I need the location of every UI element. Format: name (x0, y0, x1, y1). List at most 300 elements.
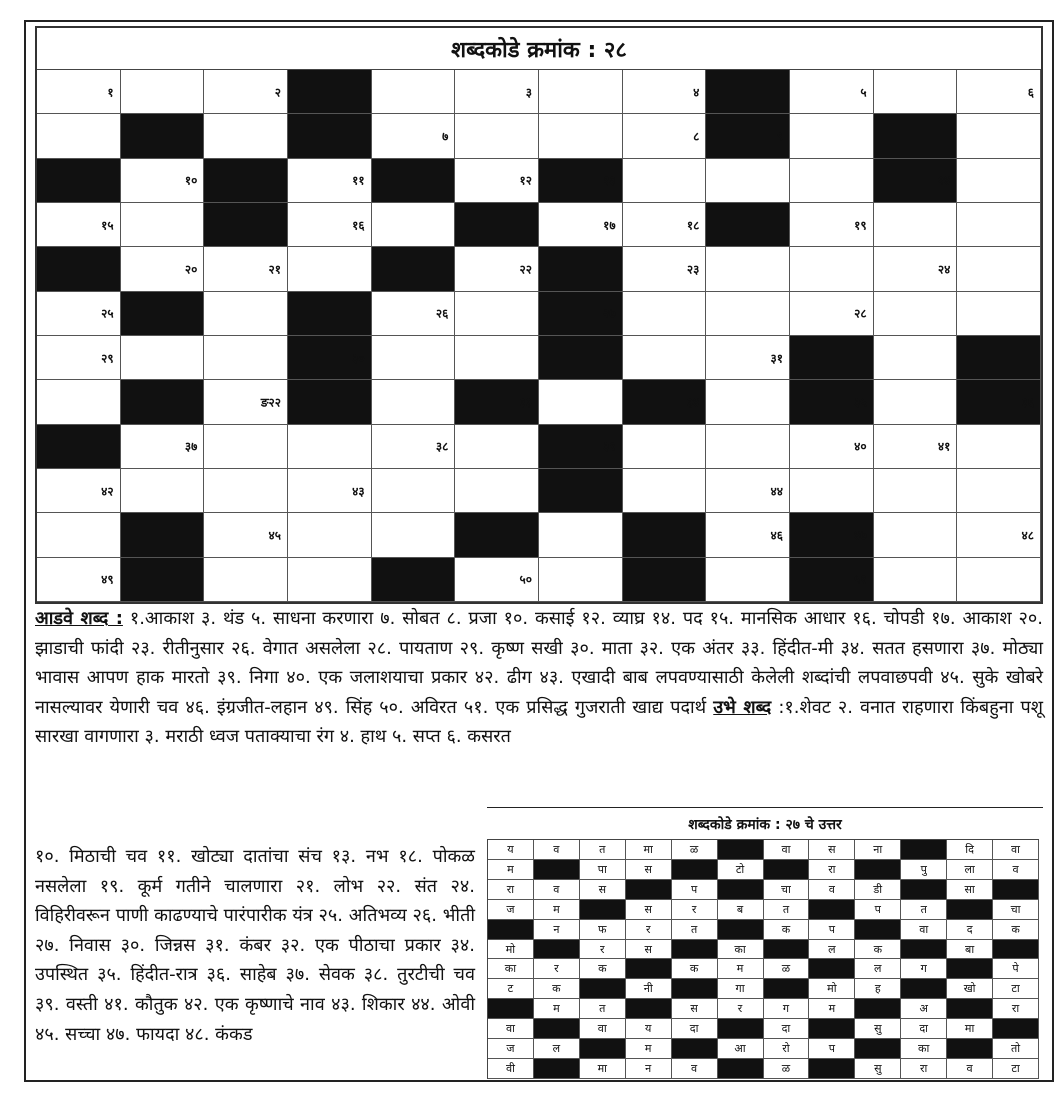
answer-cell-black (672, 1039, 718, 1059)
grid-cell-black (623, 558, 707, 602)
answer-cell-black (672, 979, 718, 999)
puzzle-title: शब्दकोडे क्रमांक : २८ (37, 28, 1041, 70)
answer-cell: का (718, 940, 764, 960)
grid-cell[interactable] (623, 70, 707, 114)
answer-cell: दि (947, 840, 993, 860)
answer-cell: स (672, 999, 718, 1019)
answer-cell: ज (488, 900, 534, 920)
answer-cell-black (809, 1019, 855, 1039)
grid-cell-black (288, 292, 372, 336)
grid-cell[interactable] (288, 159, 372, 203)
grid-cell[interactable] (121, 469, 205, 513)
grid-cell[interactable] (706, 292, 790, 336)
grid-cell[interactable] (204, 469, 288, 513)
answer-cell: बा (947, 940, 993, 960)
answer-grid (487, 839, 1039, 1079)
grid-cell[interactable] (288, 558, 372, 602)
grid-cell-black (539, 425, 623, 469)
grid-cell-black (957, 380, 1041, 424)
clue-number: १६ (352, 218, 365, 233)
grid-cell-black (121, 292, 205, 336)
answer-cell: मा (626, 840, 672, 860)
grid-cell[interactable] (874, 558, 958, 602)
grid-cell-black (539, 336, 623, 380)
grid-cell[interactable] (790, 469, 874, 513)
answer-cell-black (809, 959, 855, 979)
grid-cell[interactable] (623, 292, 707, 336)
grid-cell[interactable] (790, 425, 874, 469)
grid-cell[interactable] (455, 159, 539, 203)
answer-cell: नी (626, 979, 672, 999)
answer-cell: व (947, 1059, 993, 1079)
answer-cell: मो (809, 979, 855, 999)
grid-cell-black (706, 70, 790, 114)
answer-cell-black (626, 999, 672, 1019)
grid-cell[interactable] (372, 70, 456, 114)
answer-cell: र (672, 900, 718, 920)
grid-cell[interactable] (288, 247, 372, 291)
answer-cell-black (580, 979, 626, 999)
grid-cell[interactable] (455, 247, 539, 291)
clue-number: ३५ (854, 395, 867, 410)
clue-number: ४१ (937, 439, 951, 454)
answer-cell: य (488, 840, 534, 860)
grid-cell[interactable] (623, 159, 707, 203)
grid-cell[interactable] (204, 380, 288, 424)
answer-cell: पा (580, 860, 626, 880)
answer-cell: क (764, 920, 810, 940)
clue-number: ४४ (770, 484, 783, 499)
grid-cell[interactable] (957, 558, 1041, 602)
answer-cell: र (626, 920, 672, 940)
grid-cell[interactable] (790, 292, 874, 336)
grid-cell[interactable] (874, 292, 958, 336)
clue-number: २८ (854, 306, 867, 321)
grid-cell[interactable] (37, 203, 121, 247)
answer-cell-black (901, 840, 947, 860)
grid-cell[interactable] (539, 513, 623, 557)
answer-cell: म (534, 900, 580, 920)
answer-cell-black (534, 860, 580, 880)
answer-cell: सु (855, 1059, 901, 1079)
grid-cell[interactable] (957, 159, 1041, 203)
grid-cell[interactable] (121, 425, 205, 469)
clue-number: १३ (603, 173, 616, 188)
grid-cell[interactable] (706, 336, 790, 380)
clue-number: २५ (101, 306, 114, 321)
clue-number: ६ (1027, 85, 1034, 100)
grid-cell[interactable] (790, 114, 874, 158)
answer-cell: त (672, 920, 718, 940)
grid-cell[interactable] (37, 558, 121, 602)
answer-cell: क (672, 959, 718, 979)
grid-cell[interactable] (37, 114, 121, 158)
answer-cell: स (580, 880, 626, 900)
answer-cell: क (580, 959, 626, 979)
grid-cell[interactable] (539, 70, 623, 114)
grid-cell-black (37, 425, 121, 469)
grid-cell[interactable] (121, 203, 205, 247)
answer-cell: चा (764, 880, 810, 900)
answer-cell: ब (718, 900, 764, 920)
grid-cell[interactable] (372, 114, 456, 158)
grid-cell[interactable] (455, 114, 539, 158)
grid-cell[interactable] (623, 425, 707, 469)
grid-cell[interactable] (372, 513, 456, 557)
grid-cell[interactable] (957, 425, 1041, 469)
answer-cell-black (718, 1019, 764, 1039)
grid-cell[interactable] (790, 159, 874, 203)
answer-cell-black (855, 1039, 901, 1059)
grid-cell[interactable] (706, 159, 790, 203)
clue-number: ३९ (603, 439, 616, 454)
answer-cell: त (901, 900, 947, 920)
down-clues-continued: १०. मिठाची चव ११. खोट्या दातांचा संच १३. नभ १८. पोकळ नसलेला १९. कूर्म गतीने चालणारा २१. लोभ २२. संत २४. विहिरीवरून पाणी काढण्याचे पारंपारीक यंत्र २५. अतिभव्य २६. भीती २७. निवास ३०. जिन्नस ३१. कंबर ३२. एक पीठाचा प्रकार ३४. उपस्थित ३५. हिंदीत-रात्र ३६. साहेब ३७. सेवक ३८. तुरटीची चव ३९. वस्ती ४१. कौतुक ४२. एक कृष्णाचे नाव ४३. शिकार ४४. ओवी ४५. सच्चा ४७. फायदा ४८. कंकड (35, 846, 475, 1045)
answer-cell: टा (993, 1059, 1039, 1079)
answer-cell-black (855, 860, 901, 880)
answer-cell: न (626, 1059, 672, 1079)
answer-cell: क (855, 940, 901, 960)
clue-number: ४९ (101, 572, 114, 587)
answer-cell-black (718, 880, 764, 900)
answer-cell: र (534, 959, 580, 979)
grid-cell[interactable] (874, 469, 958, 513)
clue-number: ५० (519, 572, 532, 587)
answer-cell: स (626, 940, 672, 960)
grid-cell[interactable] (957, 247, 1041, 291)
answer-cell: त (764, 900, 810, 920)
crossword-puzzle (35, 26, 1043, 604)
grid-cell[interactable] (874, 425, 958, 469)
across-heading: आडवे शब्द : (35, 608, 123, 629)
grid-cell[interactable] (790, 203, 874, 247)
grid-cell[interactable] (372, 380, 456, 424)
clue-number: ३७ (184, 439, 198, 454)
grid-cell[interactable] (874, 203, 958, 247)
answer-cell: मो (488, 940, 534, 960)
grid-cell[interactable] (204, 292, 288, 336)
answer-cell: आ (718, 1039, 764, 1059)
grid-cell-black (288, 70, 372, 114)
answer-cell: रा (809, 860, 855, 880)
grid-cell-black (957, 336, 1041, 380)
answer-cell: व (534, 880, 580, 900)
clue-number: ९ (776, 129, 783, 144)
grid-cell-black (706, 203, 790, 247)
answer-cell: टा (993, 979, 1039, 999)
grid-cell[interactable] (957, 114, 1041, 158)
clue-number: ५१ (854, 572, 867, 587)
grid-cell[interactable] (623, 336, 707, 380)
answer-cell: द (947, 920, 993, 940)
grid-cell[interactable] (204, 558, 288, 602)
answer-cell: व (534, 840, 580, 860)
clue-number: ४० (854, 439, 867, 454)
grid-cell-black (288, 114, 372, 158)
answer-cell: वी (488, 1059, 534, 1079)
clue-number: ८ (693, 129, 700, 144)
grid-cell[interactable] (204, 247, 288, 291)
grid-cell[interactable] (288, 203, 372, 247)
answer-cell: प (855, 900, 901, 920)
grid-cell[interactable] (288, 425, 372, 469)
grid-cell[interactable] (706, 469, 790, 513)
grid-cell-black (121, 380, 205, 424)
grid-cell[interactable] (623, 247, 707, 291)
clue-number: २ (274, 85, 281, 100)
answer-cell: रा (901, 1059, 947, 1079)
answer-cell: पु (901, 860, 947, 880)
clue-number: २१ (268, 262, 281, 277)
grid-cell[interactable] (706, 425, 790, 469)
answer-cell: ळ (764, 1059, 810, 1079)
grid-cell[interactable] (121, 336, 205, 380)
down-heading: उभे शब्द (713, 696, 772, 718)
answer-cell-black (993, 940, 1039, 960)
answer-cell: ला (947, 860, 993, 880)
grid-cell-black (288, 380, 372, 424)
grid-cell[interactable] (957, 292, 1041, 336)
grid-cell-black (121, 513, 205, 557)
grid-cell[interactable] (455, 336, 539, 380)
answer-cell: ग (764, 999, 810, 1019)
grid-cell[interactable] (121, 247, 205, 291)
clue-number: १७ (603, 218, 616, 233)
answer-cell: खो (947, 979, 993, 999)
answer-cell: सा (947, 880, 993, 900)
answer-cell: त (580, 840, 626, 860)
grid-cell-black (539, 469, 623, 513)
answer-cell: वा (993, 840, 1039, 860)
grid-cell[interactable] (623, 469, 707, 513)
grid-cell[interactable] (372, 292, 456, 336)
clue-number: ४ (693, 85, 700, 100)
grid-cell[interactable] (372, 203, 456, 247)
grid-cell-black (37, 247, 121, 291)
grid-cell[interactable] (37, 380, 121, 424)
answer-cell-black (901, 880, 947, 900)
grid-cell[interactable] (623, 114, 707, 158)
clue-number: ४६ (770, 528, 783, 543)
answer-cell: गा (718, 979, 764, 999)
grid-cell[interactable] (623, 203, 707, 247)
clue-number: २९ (101, 351, 114, 366)
grid-cell-black (790, 513, 874, 557)
answer-cell: प (809, 1039, 855, 1059)
grid-cell-black (455, 513, 539, 557)
previous-answer-box (487, 807, 1043, 1080)
grid-cell[interactable] (957, 469, 1041, 513)
answer-cell: अ (901, 999, 947, 1019)
answer-cell: फ (580, 920, 626, 940)
answer-cell: वा (764, 840, 810, 860)
answer-cell: र (718, 999, 764, 1019)
answer-cell-black (993, 880, 1039, 900)
grid-cell[interactable] (539, 380, 623, 424)
answer-cell: मा (947, 1019, 993, 1039)
grid-cell[interactable] (204, 513, 288, 557)
grid-cell[interactable] (37, 469, 121, 513)
grid-cell[interactable] (539, 558, 623, 602)
answer-cell: ग (901, 959, 947, 979)
answer-cell: प (809, 920, 855, 940)
grid-cell-black (455, 380, 539, 424)
answer-cell: ळ (672, 840, 718, 860)
grid-cell[interactable] (372, 336, 456, 380)
grid-cell[interactable] (706, 380, 790, 424)
grid-cell-black (455, 203, 539, 247)
answer-cell: तो (993, 1039, 1039, 1059)
answer-cell-black (534, 1059, 580, 1079)
grid-cell-black (623, 380, 707, 424)
grid-cell[interactable] (874, 247, 958, 291)
grid-cell-black (539, 159, 623, 203)
clue-number: ३ (525, 85, 532, 100)
answer-cell: पे (993, 959, 1039, 979)
grid-cell[interactable] (372, 469, 456, 513)
answer-cell: प (672, 880, 718, 900)
grid-cell[interactable] (121, 159, 205, 203)
answer-cell-black (947, 999, 993, 1019)
grid-cell[interactable] (706, 558, 790, 602)
answer-cell-black (947, 900, 993, 920)
answer-cell: ना (855, 840, 901, 860)
answer-cell: ल (809, 940, 855, 960)
clue-number: ४८ (1021, 528, 1034, 543)
clue-number: १४ (937, 173, 951, 188)
clue-number: २७ (603, 306, 616, 321)
grid-cell[interactable] (455, 469, 539, 513)
answer-cell-black (672, 860, 718, 880)
clue-number: ४३ (352, 484, 365, 499)
grid-cell[interactable] (874, 70, 958, 114)
grid-cell[interactable] (372, 425, 456, 469)
grid-cell[interactable] (288, 469, 372, 513)
grid-cell[interactable] (37, 292, 121, 336)
grid-cell-black (372, 159, 456, 203)
grid-cell-black (539, 292, 623, 336)
answer-cell-black (488, 999, 534, 1019)
clue-number: ७ (442, 129, 449, 144)
across-clues: १.आकाश ३. थंड ५. साधना करणारा ७. सोबत ८. प्रजा १०. कसाई १२. व्याघ्र १४. पद १५. मानसिक आधार १६. चोपडी १७. आकाश २०. झाडाची फांदी २३. रीतीनुसार २६. वेगात असलेला २८. पायताण २९. कृष्ण सखी ३०. माता ३२. एक अंतर ३३. हिंदीत-मी ३४. सतत हसणारा ३७. मोठ्या भावास आपण हाक मारतो ३९. निगा ४०. एक जलाशयाचा प्रकार ४२. ढीग ४३. एखादी बाब लपवण्यासाठी केलेली शब्दांची लपवाछपवी ४५. सुके खोबरे नासल्यावर येणारी चव ४६. इंग्रजीत-लहान ४९. सिंह ५०. अविरत ५१. एक प्रसिद्ध गुजराती खाद्य पदार्थ (35, 608, 1043, 718)
answer-cell-black (855, 920, 901, 940)
answer-cell-black (534, 1019, 580, 1039)
grid-cell-black (706, 114, 790, 158)
crossword-grid (37, 70, 1041, 602)
grid-cell[interactable] (455, 425, 539, 469)
answer-cell: वा (901, 920, 947, 940)
answer-cell: रो (764, 1039, 810, 1059)
answer-cell: ट (488, 979, 534, 999)
answer-cell: डी (855, 880, 901, 900)
grid-cell-black (623, 513, 707, 557)
answer-cell-black (901, 979, 947, 999)
answer-cell: ज (488, 1039, 534, 1059)
answer-cell-black (718, 920, 764, 940)
clue-number: १५ (101, 218, 114, 233)
answer-cell-black (764, 940, 810, 960)
clue-number: २४ (937, 262, 951, 277)
answer-cell: र (580, 940, 626, 960)
grid-cell[interactable] (204, 70, 288, 114)
grid-cell[interactable] (957, 513, 1041, 557)
clue-number: ११ (352, 173, 365, 188)
grid-cell[interactable] (121, 70, 205, 114)
answer-cell-black (718, 840, 764, 860)
clue-number: ४७ (854, 528, 867, 543)
answer-cell-black (488, 920, 534, 940)
grid-cell[interactable] (455, 292, 539, 336)
grid-cell-black (874, 159, 958, 203)
answer-cell: दा (901, 1019, 947, 1039)
answer-cell-black (993, 1019, 1039, 1039)
answer-cell: म (488, 860, 534, 880)
grid-cell[interactable] (37, 70, 121, 114)
grid-cell[interactable] (455, 70, 539, 114)
grid-cell[interactable] (204, 336, 288, 380)
grid-cell[interactable] (204, 114, 288, 158)
clue-number: २३ (686, 262, 700, 277)
grid-cell-black (539, 247, 623, 291)
grid-cell-black (204, 203, 288, 247)
answer-cell: वा (488, 1019, 534, 1039)
clue-number: ३८ (435, 439, 449, 454)
grid-cell[interactable] (957, 203, 1041, 247)
answer-cell: मा (580, 1059, 626, 1079)
clue-number: १२ (519, 173, 532, 188)
answer-cell-black (672, 940, 718, 960)
answer-cell: रा (488, 880, 534, 900)
grid-cell[interactable] (539, 203, 623, 247)
answer-cell-black (901, 940, 947, 960)
clue-number: ३३ (519, 395, 532, 410)
clue-number: ३१ (770, 351, 783, 366)
grid-cell[interactable] (288, 513, 372, 557)
answer-cell: स (809, 840, 855, 860)
grid-cell[interactable] (539, 114, 623, 158)
clue-number: ४२ (101, 484, 114, 499)
clue-number: २० (184, 262, 198, 277)
answer-cell-black (764, 979, 810, 999)
grid-cell[interactable] (37, 513, 121, 557)
answer-cell: ल (534, 1039, 580, 1059)
answer-cell: क (534, 979, 580, 999)
clue-number: १० (184, 173, 198, 188)
grid-cell[interactable] (874, 336, 958, 380)
down-clues-start: :१.शेवट २. वनात राहणारा किंबहुना पशू सारखा वागणारा ३. मराठी ध्वज पताक्याचा रंग ४. हाथ ५. सप्त ६. कसरत (35, 696, 1043, 748)
grid-cell[interactable] (455, 558, 539, 602)
answer-cell: म (626, 1039, 672, 1059)
answer-cell-black (580, 1039, 626, 1059)
answer-cell: न (534, 920, 580, 940)
clue-number: ३० (352, 351, 365, 366)
grid-cell[interactable] (790, 70, 874, 114)
answer-cell: म (809, 999, 855, 1019)
answer-cell: ह (855, 979, 901, 999)
grid-cell[interactable] (874, 513, 958, 557)
grid-cell[interactable] (874, 380, 958, 424)
grid-cell[interactable] (706, 513, 790, 557)
answer-cell-black (947, 1039, 993, 1059)
grid-cell[interactable] (706, 247, 790, 291)
answer-cell: का (488, 959, 534, 979)
grid-cell[interactable] (957, 70, 1041, 114)
grid-cell[interactable] (204, 425, 288, 469)
grid-cell[interactable] (790, 247, 874, 291)
answer-cell-black (855, 999, 901, 1019)
grid-cell[interactable] (37, 336, 121, 380)
clue-number: ङ२२ (260, 395, 281, 410)
